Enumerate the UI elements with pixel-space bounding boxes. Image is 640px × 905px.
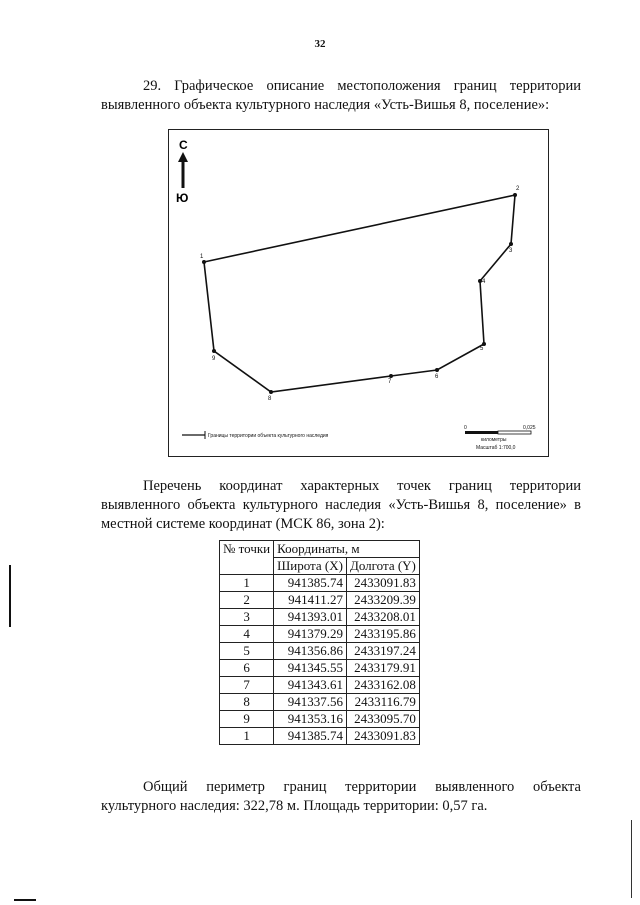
table-row <box>220 575 420 592</box>
territory-boundary <box>204 195 515 392</box>
longitude-cell: 2433195.86 <box>346 626 419 643</box>
edge-mark <box>631 820 632 898</box>
section-heading-paragraph: 29. Графическое описание местоположения границ территории выявленного объекта культурного наследия «Усть-Вишья 8, поселение»: <box>101 78 581 113</box>
point-label-5: 5 <box>480 346 484 352</box>
header-longitude: Долгота (Y) <box>346 558 419 575</box>
point-number-cell: 9 <box>220 711 274 728</box>
vertex-3 <box>509 242 513 246</box>
scale-text: Масштаб 1:700,0 <box>476 445 516 451</box>
longitude-cell: 2433091.83 <box>346 728 419 745</box>
latitude-cell: 941393.01 <box>274 609 347 626</box>
vertex-2 <box>513 193 517 197</box>
point-label-9: 9 <box>212 356 216 362</box>
vertex-9 <box>212 349 216 353</box>
point-label-4: 4 <box>482 279 486 285</box>
point-number-cell: 3 <box>220 609 274 626</box>
longitude-cell: 2433197.24 <box>346 643 419 660</box>
longitude-cell: 2433208.01 <box>346 609 419 626</box>
coordinates-table-body <box>220 575 420 745</box>
page-number: 32 <box>314 38 326 50</box>
point-label-7: 7 <box>388 379 392 385</box>
arrow-head-icon <box>178 152 188 162</box>
boundary-map <box>168 129 549 457</box>
latitude-cell: 941337.56 <box>274 694 347 711</box>
point-number-cell: 1 <box>220 728 274 745</box>
point-label-2: 2 <box>516 186 520 192</box>
table-row <box>220 728 420 745</box>
footer-rule <box>14 899 36 901</box>
point-label-1: 1 <box>200 254 204 260</box>
latitude-cell: 941345.55 <box>274 660 347 677</box>
table-row <box>220 677 420 694</box>
point-number-cell: 7 <box>220 677 274 694</box>
longitude-cell: 2433179.91 <box>346 660 419 677</box>
latitude-cell: 941385.74 <box>274 575 347 592</box>
table-row <box>220 660 420 677</box>
scale-start: 0 <box>464 425 467 431</box>
south-label: Ю <box>176 191 189 205</box>
scale-end: 0,025 <box>523 425 536 431</box>
latitude-cell: 941379.29 <box>274 626 347 643</box>
header-point-number: № точки <box>220 541 274 575</box>
longitude-cell: 2433116.79 <box>346 694 419 711</box>
summary-paragraph: Общий периметр границ территории выявленного объекта культурного наследия: 322,78 м. Площадь территории: 0,57 га. <box>101 779 581 814</box>
vertex-7 <box>389 374 393 378</box>
legend-label: Границы территории объекта культурного наследия <box>208 433 329 439</box>
latitude-cell: 941385.74 <box>274 728 347 745</box>
margin-mark <box>9 565 11 627</box>
scale-bar-light <box>498 431 531 434</box>
point-number-cell: 5 <box>220 643 274 660</box>
latitude-cell: 941356.86 <box>274 643 347 660</box>
latitude-cell: 941353.16 <box>274 711 347 728</box>
scale-units: километры <box>481 437 507 443</box>
longitude-cell: 2433095.70 <box>346 711 419 728</box>
table-row <box>220 592 420 609</box>
header-coordinates: Координаты, м <box>274 541 420 558</box>
table-row <box>220 643 420 660</box>
coordinates-intro-paragraph: Перечень координат характерных точек границ территории выявленного объекта культурного наследия «Усть-Вишья 8, поселение» в местной системе координат (МСК 86, зона 2): <box>101 478 581 532</box>
scale-bar-dark <box>465 431 498 434</box>
table-row <box>220 711 420 728</box>
point-number-cell: 1 <box>220 575 274 592</box>
map-drawing <box>169 130 548 456</box>
vertex-8 <box>269 390 273 394</box>
latitude-cell: 941343.61 <box>274 677 347 694</box>
table-row <box>220 694 420 711</box>
point-number-cell: 6 <box>220 660 274 677</box>
table-row <box>220 609 420 626</box>
longitude-cell: 2433091.83 <box>346 575 419 592</box>
boundary-vertices <box>202 193 517 394</box>
vertex-1 <box>202 260 206 264</box>
point-number-cell: 8 <box>220 694 274 711</box>
point-number-cell: 2 <box>220 592 274 609</box>
vertex-6 <box>435 368 439 372</box>
point-label-3: 3 <box>509 248 513 254</box>
coordinates-table <box>219 540 420 745</box>
longitude-cell: 2433209.39 <box>346 592 419 609</box>
table-row <box>220 626 420 643</box>
north-label: С <box>179 138 188 152</box>
header-latitude: Широта (X) <box>274 558 347 575</box>
latitude-cell: 941411.27 <box>274 592 347 609</box>
point-label-8: 8 <box>268 396 272 402</box>
point-number-cell: 4 <box>220 626 274 643</box>
longitude-cell: 2433162.08 <box>346 677 419 694</box>
point-label-6: 6 <box>435 374 439 380</box>
